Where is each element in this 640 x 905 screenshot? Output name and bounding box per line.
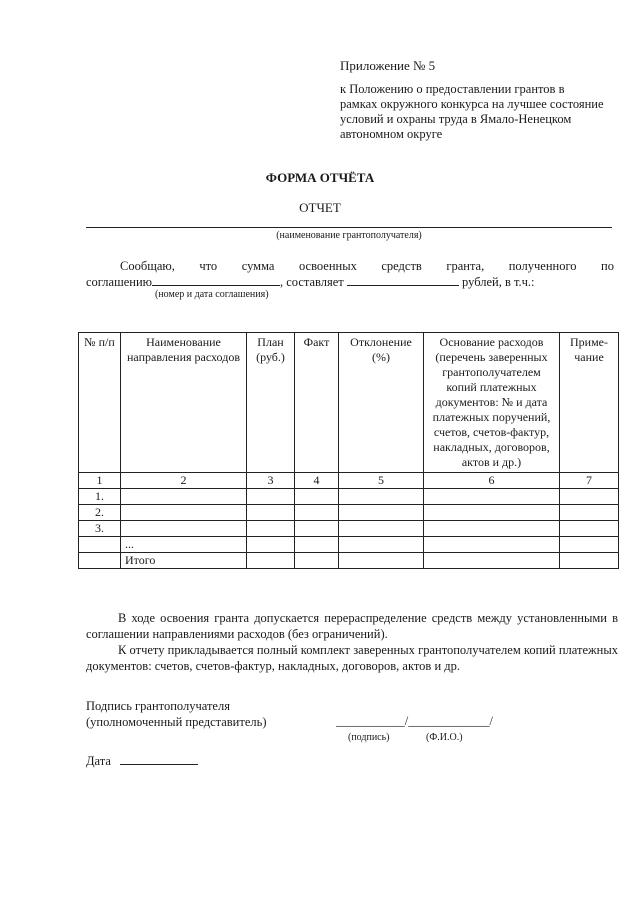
attachments-note: К отчету прикладывается полный комплект заверенных грантополучателем копий платежных документов: счетов, счетов-фактур, накладных, договоров, актов и др. <box>86 643 618 673</box>
table-header-row <box>79 333 619 473</box>
message-word: что <box>199 259 218 273</box>
table-cell[interactable] <box>121 489 247 505</box>
column-header: № п/п <box>79 333 121 473</box>
table-cell[interactable] <box>560 505 619 521</box>
table-cell <box>79 553 121 569</box>
table-cell[interactable] <box>339 521 424 537</box>
signature-field[interactable]: ___________/_____________/ <box>336 714 493 728</box>
signature-caption: (подпись) <box>348 732 390 743</box>
appendix-line: условий и охраны труда в Ямало-Ненецком <box>340 112 572 126</box>
table-cell[interactable] <box>247 521 295 537</box>
message-word: полученного <box>508 259 577 273</box>
table-cell[interactable] <box>424 537 560 553</box>
message-line-1 <box>86 258 614 274</box>
report-table <box>78 332 619 569</box>
table-cell[interactable] <box>121 521 247 537</box>
table-cell[interactable] <box>560 537 619 553</box>
table-row <box>79 537 619 553</box>
column-header: Приме-чание <box>560 333 619 473</box>
date-label: Дата <box>86 754 111 768</box>
table-cell: 1. <box>79 489 121 505</box>
column-number: 1 <box>79 473 121 489</box>
form-title: ФОРМА ОТЧЁТА <box>265 170 375 185</box>
message-text: рублей, в т.ч.: <box>462 275 535 289</box>
total-label: Итого <box>121 553 247 569</box>
agreement-field[interactable] <box>152 274 280 286</box>
table-cell[interactable] <box>295 521 339 537</box>
column-header: Основание расходов (перечень заверенных грантополучателем копий платежных документов: № и дата платежных поручений, счетов, счетов-фактур, накладных, договоров, актов и др.) <box>424 333 560 473</box>
appendix-number: Приложение № 5 <box>340 58 436 73</box>
message-word: средств <box>381 259 422 273</box>
table-cell[interactable] <box>560 489 619 505</box>
date-field[interactable] <box>120 753 198 765</box>
agreement-caption: (номер и дата соглашения) <box>155 289 269 300</box>
redistribution-note: В ходе освоения гранта допускается перераспределение средств между установленными в соглашении направлениями расходов (без ограничений). <box>86 611 618 641</box>
table-cell[interactable] <box>424 521 560 537</box>
table-row <box>79 521 619 537</box>
grantee-caption: (наименование грантополучателя) <box>276 230 422 241</box>
column-header: Отклонение (%) <box>339 333 424 473</box>
table-cell[interactable] <box>295 553 339 569</box>
report-title: ОТЧЕТ <box>299 200 341 215</box>
table-row <box>79 505 619 521</box>
message-word: по <box>601 259 614 273</box>
table-cell: ... <box>121 537 247 553</box>
column-number: 2 <box>121 473 247 489</box>
signature-captions <box>348 732 463 743</box>
table-cell[interactable] <box>339 553 424 569</box>
appendix-line: к Положению о предоставлении грантов в <box>340 82 565 96</box>
date-row <box>86 753 198 769</box>
table-cell <box>79 537 121 553</box>
signature-label-line: Подпись грантополучателя <box>86 699 230 713</box>
table-cell[interactable] <box>295 505 339 521</box>
message-word: освоенных <box>298 259 357 273</box>
message-word: Сообщаю, <box>120 259 175 273</box>
table-cell[interactable] <box>339 505 424 521</box>
column-number: 4 <box>295 473 339 489</box>
appendix-description <box>340 82 620 142</box>
column-number: 3 <box>247 473 295 489</box>
table-cell[interactable] <box>424 505 560 521</box>
signature-label <box>86 698 267 730</box>
table-cell[interactable] <box>121 505 247 521</box>
message-word: сумма <box>241 259 275 273</box>
appendix-line: рамках окружного конкурса на лучшее состояние <box>340 97 604 111</box>
grantee-name-field[interactable] <box>86 227 612 228</box>
column-number-row <box>79 473 619 489</box>
message-word: гранта, <box>446 259 485 273</box>
table-row <box>79 489 619 505</box>
message-text: соглашению <box>86 275 152 289</box>
table-cell[interactable] <box>295 489 339 505</box>
name-caption: (Ф.И.О.) <box>426 732 463 743</box>
table-cell[interactable] <box>560 553 619 569</box>
table-cell[interactable] <box>339 489 424 505</box>
signature-label-line: (уполномоченный представитель) <box>86 715 267 729</box>
table-cell[interactable] <box>295 537 339 553</box>
table-cell[interactable] <box>247 505 295 521</box>
table-cell: 2. <box>79 505 121 521</box>
table-total-row <box>79 553 619 569</box>
table-cell[interactable] <box>560 521 619 537</box>
column-number: 6 <box>424 473 560 489</box>
table-cell: 3. <box>79 521 121 537</box>
column-number: 7 <box>560 473 619 489</box>
column-header: Наименование направления расходов <box>121 333 247 473</box>
message-text: , составляет <box>279 275 344 289</box>
appendix-line: автономном округе <box>340 127 443 141</box>
table-cell[interactable] <box>247 553 295 569</box>
table-cell[interactable] <box>247 537 295 553</box>
column-number: 5 <box>339 473 424 489</box>
amount-field[interactable] <box>347 274 459 286</box>
message-line-2 <box>86 274 614 290</box>
column-header: План (руб.) <box>247 333 295 473</box>
table-cell[interactable] <box>247 489 295 505</box>
table-cell[interactable] <box>424 553 560 569</box>
table-cell[interactable] <box>424 489 560 505</box>
table-cell[interactable] <box>339 537 424 553</box>
column-header: Факт <box>295 333 339 473</box>
